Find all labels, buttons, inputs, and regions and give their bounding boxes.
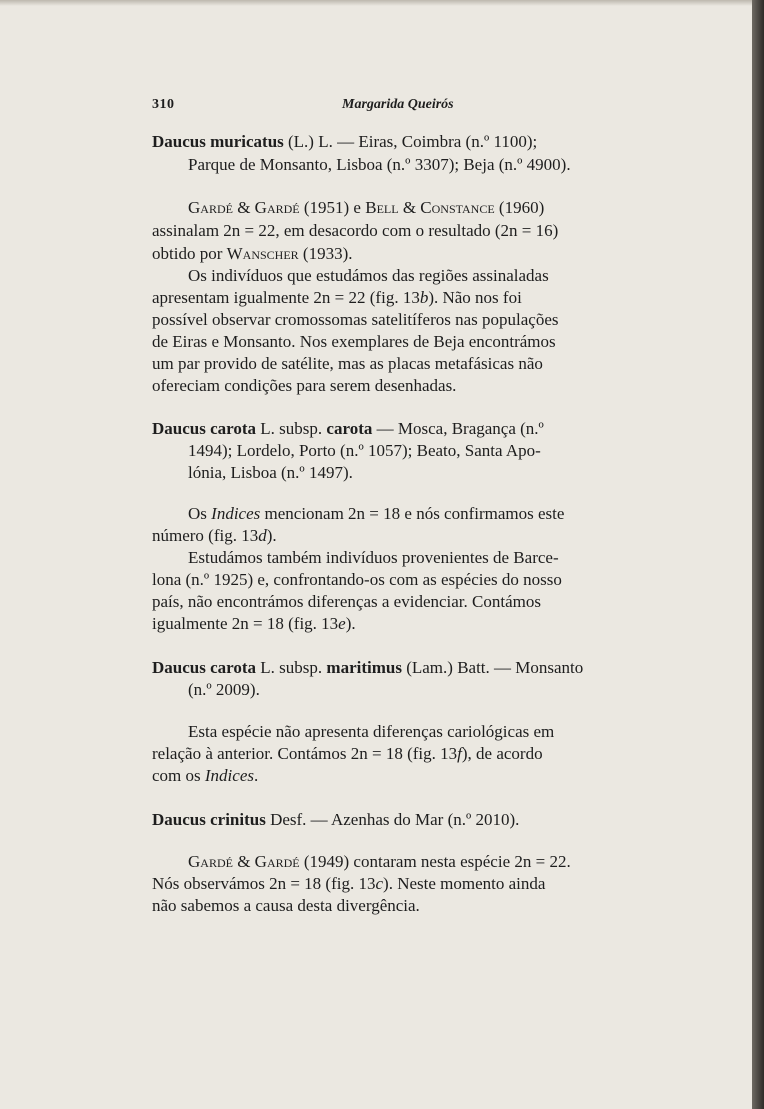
text-run: ). <box>345 614 356 633</box>
text-run: ). Neste momento ainda <box>383 874 546 893</box>
text-run: obtido por <box>152 244 227 263</box>
text-line <box>152 592 656 612</box>
text-run: (L.) L. — Eiras, Coimbra (n.º 1100); <box>283 132 538 151</box>
text-run: carota <box>326 419 373 438</box>
text-line <box>188 266 656 286</box>
text-run: igualmente 2n = 18 (fig. 13 <box>152 614 339 633</box>
text-run: número (fig. 13 <box>152 526 259 545</box>
text-run: Daucus muricatus <box>152 132 284 151</box>
text-line <box>152 766 656 786</box>
text-run: ). <box>266 526 277 545</box>
text-run: . <box>253 766 259 785</box>
text-line <box>152 526 656 546</box>
text-run: Parque de Monsanto, Lisboa (n.º 3307); Beja (n.º 4900). <box>188 155 571 174</box>
text-line <box>152 614 656 634</box>
text-run: f <box>457 744 462 763</box>
text-run: Daucus carota <box>152 419 257 438</box>
text-line <box>152 244 656 264</box>
text-run: de Eiras e Monsanto. Nos exemplares de Beja encontrámos <box>152 332 556 351</box>
text-run: lona (n.º 1925) e, confrontando-os com as espécies do nosso <box>152 570 562 589</box>
page-number: 310 <box>152 97 175 112</box>
text-run: (1949) contaram nesta espécie 2n = 22. <box>299 852 571 871</box>
text-line <box>152 288 656 308</box>
text-run: Daucus crinitus <box>152 810 266 829</box>
text-run: Gardé & Gardé <box>188 198 300 217</box>
text-run: Os indivíduos que estudámos das regiões assinaladas <box>188 266 549 285</box>
text-line <box>188 463 656 483</box>
text-line <box>188 852 656 872</box>
page-edge-shadow <box>752 0 764 1109</box>
text-run: Indices <box>211 504 261 523</box>
text-run: ), de acordo <box>461 744 543 763</box>
text-run: Desf. — Azenhas do Mar (n.º 2010). <box>265 810 520 829</box>
text-line <box>152 658 656 678</box>
text-run: possível observar cromossomas satelitíferos nas populações <box>152 310 559 329</box>
text-run: (Lam.) Batt. — Monsanto <box>401 658 584 677</box>
text-run: Bell & Constance <box>365 198 495 217</box>
text-run: não sabemos a causa desta divergência. <box>152 896 420 915</box>
text-run: L. subsp. <box>256 419 327 438</box>
text-line <box>152 221 656 241</box>
text-run: um par provido de satélite, mas as placas metafásicas não <box>152 354 543 373</box>
text-line <box>152 810 656 830</box>
text-run: Estudámos também indivíduos provenientes de Barce- <box>188 548 559 567</box>
text-line <box>188 680 656 700</box>
text-line <box>188 504 656 524</box>
text-run: Gardé & Gardé <box>188 852 300 871</box>
text-run: Os <box>188 504 212 523</box>
text-line <box>152 874 656 894</box>
text-run: ). Não nos foi <box>428 288 522 307</box>
text-run: Daucus carota <box>152 658 257 677</box>
text-run: ofereciam condições para serem desenhadas. <box>152 376 457 395</box>
text-line <box>152 744 656 764</box>
text-line <box>152 132 656 152</box>
text-run: (1933). <box>298 244 353 263</box>
text-run: — Mosca, Bragança (n.º <box>372 419 544 438</box>
text-run: mencionam 2n = 18 e nós confirmamos este <box>260 504 565 523</box>
text-line <box>152 376 656 396</box>
text-run: com os <box>152 766 205 785</box>
text-run: Nós observámos 2n = 18 (fig. 13 <box>152 874 376 893</box>
text-line <box>188 198 656 218</box>
text-line <box>152 419 656 439</box>
text-run: (1960) <box>494 198 545 217</box>
text-line <box>188 441 656 461</box>
text-run: Esta espécie não apresenta diferenças cariológicas em <box>188 722 555 741</box>
text-line <box>152 570 656 590</box>
text-run: (1951) e <box>299 198 366 217</box>
text-line <box>152 354 656 374</box>
text-line <box>152 310 656 330</box>
text-run: b <box>419 288 429 307</box>
running-head: Margarida Queirós <box>342 97 454 112</box>
text-line <box>188 548 656 568</box>
text-run: (n.º 2009). <box>188 680 260 699</box>
text-run: relação à anterior. Contámos 2n = 18 (fig. 13 <box>152 744 458 763</box>
text-run: Wanscher <box>226 244 299 263</box>
text-run: apresentam igualmente 2n = 22 (fig. 13 <box>152 288 420 307</box>
text-run: L. subsp. <box>256 658 327 677</box>
text-run: c <box>375 874 384 893</box>
text-run: d <box>258 526 267 545</box>
text-run: maritimus <box>326 658 402 677</box>
page-top-shadow <box>0 0 752 6</box>
text-line <box>188 155 656 175</box>
text-run: 1494); Lordelo, Porto (n.º 1057); Beato, Santa Apo- <box>188 441 541 460</box>
text-run: lónia, Lisboa (n.º 1497). <box>188 463 353 482</box>
text-line <box>152 896 656 916</box>
text-line <box>152 332 656 352</box>
text-run: país, não encontrámos diferenças a evidenciar. Contámos <box>152 592 541 611</box>
text-line <box>188 722 656 742</box>
text-run: Indices <box>204 766 254 785</box>
text-run: e <box>338 614 346 633</box>
text-run: assinalam 2n = 22, em desacordo com o resultado (2n = 16) <box>152 221 559 240</box>
